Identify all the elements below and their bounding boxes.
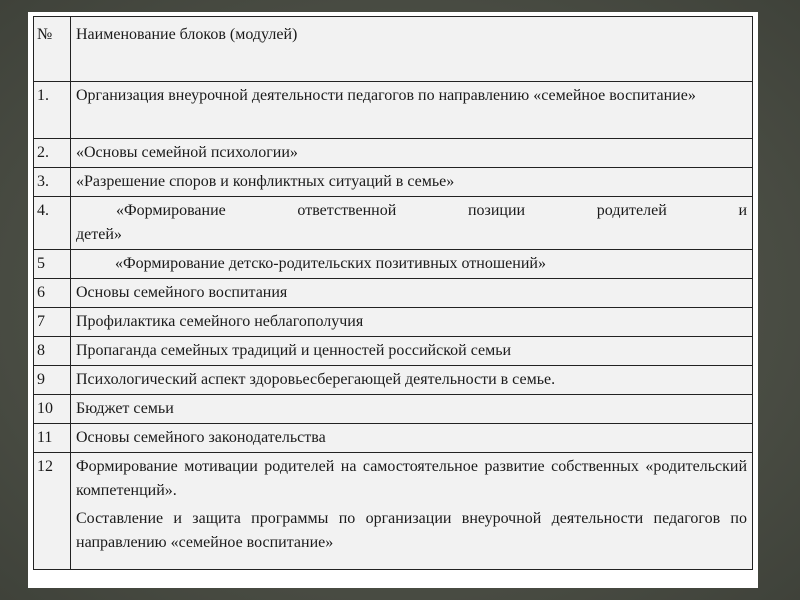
row-number: 2. (34, 139, 71, 168)
row-title: «Основы семейной психологии» (71, 139, 753, 168)
table-header-row (34, 17, 753, 82)
row-number: 7 (34, 308, 71, 337)
row-paragraph-1: Формирование мотивации родителей на самостоятельное развитие собственных «родительский компетенций». (76, 458, 747, 499)
table-row (34, 395, 753, 424)
table-row (34, 453, 753, 570)
table-row (34, 250, 753, 279)
row-title: Бюджет семьи (71, 395, 753, 424)
row-number: 6 (34, 279, 71, 308)
row-title: Профилактика семейного неблагополучия (71, 308, 753, 337)
table-row (34, 82, 753, 139)
table-row (34, 308, 753, 337)
row-number: 11 (34, 424, 71, 453)
table-row (34, 168, 753, 197)
row-title (71, 453, 753, 570)
table-row (34, 337, 753, 366)
row-title (71, 197, 753, 250)
row-number: 8 (34, 337, 71, 366)
row-number: 3. (34, 168, 71, 197)
table-row (34, 197, 753, 250)
row-title: «Формирование детско-родительских позитивных отношений» (71, 250, 753, 279)
table-row (34, 424, 753, 453)
row-paragraph-2: Составление и защита программы по организации внеурочной деятельности педагогов по направлению «семейное воспитание» (76, 510, 747, 551)
header-title-cell: Наименование блоков (модулей) (71, 17, 753, 82)
table-row (34, 279, 753, 308)
row-title-line-1: «Формирование ответственной позиции родителей и (116, 202, 747, 219)
row-number: 5 (34, 250, 71, 279)
row-title: Психологический аспект здоровьесберегающей деятельности в семье. (71, 366, 753, 395)
row-title-line-2: детей» (76, 226, 122, 243)
table-row (34, 366, 753, 395)
row-number: 4. (34, 197, 71, 250)
row-title: Основы семейного воспитания (71, 279, 753, 308)
row-title: Пропаганда семейных традиций и ценностей российской семьи (71, 337, 753, 366)
modules-table (33, 16, 753, 570)
row-number: 12 (34, 453, 71, 570)
table-row (34, 139, 753, 168)
row-title: Основы семейного законодательства (71, 424, 753, 453)
row-title: Организация внеурочной деятельности педагогов по направлению «семейное воспитание» (71, 82, 753, 139)
row-number: 1. (34, 82, 71, 139)
row-number: 9 (34, 366, 71, 395)
header-number-cell: № (34, 17, 71, 82)
row-title: «Разрешение споров и конфликтных ситуаций в семье» (71, 168, 753, 197)
row-number: 10 (34, 395, 71, 424)
